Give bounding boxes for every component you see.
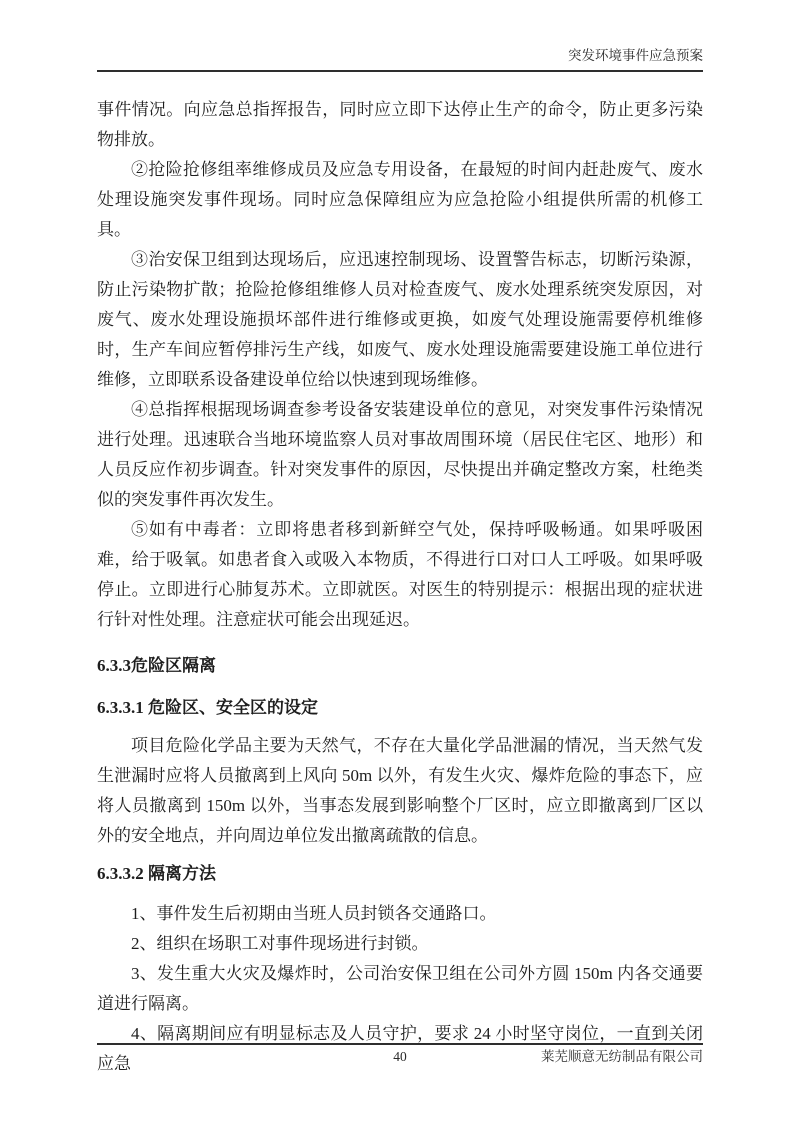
list-item: 2、组织在场职工对事件现场进行封锁。 bbox=[131, 934, 429, 953]
body-paragraph: ②抢险抢修组率维修成员及应急专用设备，在最短的时间内赶赴废气、废水处理设施突发事件现场。同时应急保障组应为应急抢险小组提供所需的机修工具。 bbox=[97, 160, 703, 239]
list-item: 3、发生重大火灾及爆炸时，公司治安保卫组在公司外方圆 150m 内各交通要道进行隔离。 bbox=[97, 964, 703, 1013]
body-paragraph: 事件情况。向应急总指挥报告，同时应立即下达停止生产的命令，防止更多污染物排放。 bbox=[97, 100, 703, 149]
document-content bbox=[97, 95, 703, 1079]
body-paragraph: ③治安保卫组到达现场后，应迅速控制现场、设置警告标志，切断污染源，防止污染物扩散；抢险抢修组维修人员对检查废气、废水处理系统突发原因，对废气、废水处理设施损坏部件进行维修或更换，如废气处理设施需要停机维修时，生产车间应暂停排污生产线，如废气、废水处理设施需要建设施工单位进行维修，立即联系设备建设单位给以快速到现场维修。 bbox=[97, 250, 703, 389]
page-footer bbox=[97, 1043, 703, 1067]
body-paragraph: 项目危险化学品主要为天然气，不存在大量化学品泄漏的情况，当天然气发生泄漏时应将人员撤离到上风向 50m 以外，有发生火灾、爆炸危险的事态下，应将人员撤离到 150m 以外，当事态发展到影响整个厂区时，应立即撤离到厂区以外的安全地点，并向周边单位发出撤离疏散的信息。 bbox=[97, 736, 703, 845]
section-heading-6-3-3-2: 6.3.3.2 隔离方法 bbox=[97, 864, 216, 883]
page-number: 40 bbox=[393, 1049, 407, 1064]
section-heading-6-3-3-1: 6.3.3.1 危险区、安全区的设定 bbox=[97, 698, 318, 717]
page-header bbox=[97, 47, 703, 72]
list-item: 4、隔离期间应有明显标志及人员守护，要求 24 小时坚守岗位，一直到关闭应急 bbox=[97, 1024, 703, 1073]
body-paragraph: ④总指挥根据现场调查参考设备安装建设单位的意见，对突发事件污染情况进行处理。迅速联合当地环境监察人员对事故周围环境（居民住宅区、地形）和人员反应作初步调查。针对突发事件的原因，尽快提出并确定整改方案，杜绝类似的突发事件再次发生。 bbox=[97, 400, 703, 509]
section-heading-6-3-3: 6.3.3危险区隔离 bbox=[97, 656, 216, 675]
header-title: 突发环境事件应急预案 bbox=[568, 48, 703, 63]
footer-company-name: 莱芜顺意无纺制品有限公司 bbox=[541, 1049, 703, 1064]
list-item: 1、事件发生后初期由当班人员封锁各交通路口。 bbox=[131, 904, 497, 923]
body-paragraph: ⑤如有中毒者：立即将患者移到新鲜空气处，保持呼吸畅通。如果呼吸困难，给于吸氧。如患者食入或吸入本物质，不得进行口对口人工呼吸。如果呼吸停止。立即进行心肺复苏术。立即就医。对医生的特别提示：根据出现的症状进行针对性处理。注意症状可能会出现延迟。 bbox=[97, 520, 703, 629]
